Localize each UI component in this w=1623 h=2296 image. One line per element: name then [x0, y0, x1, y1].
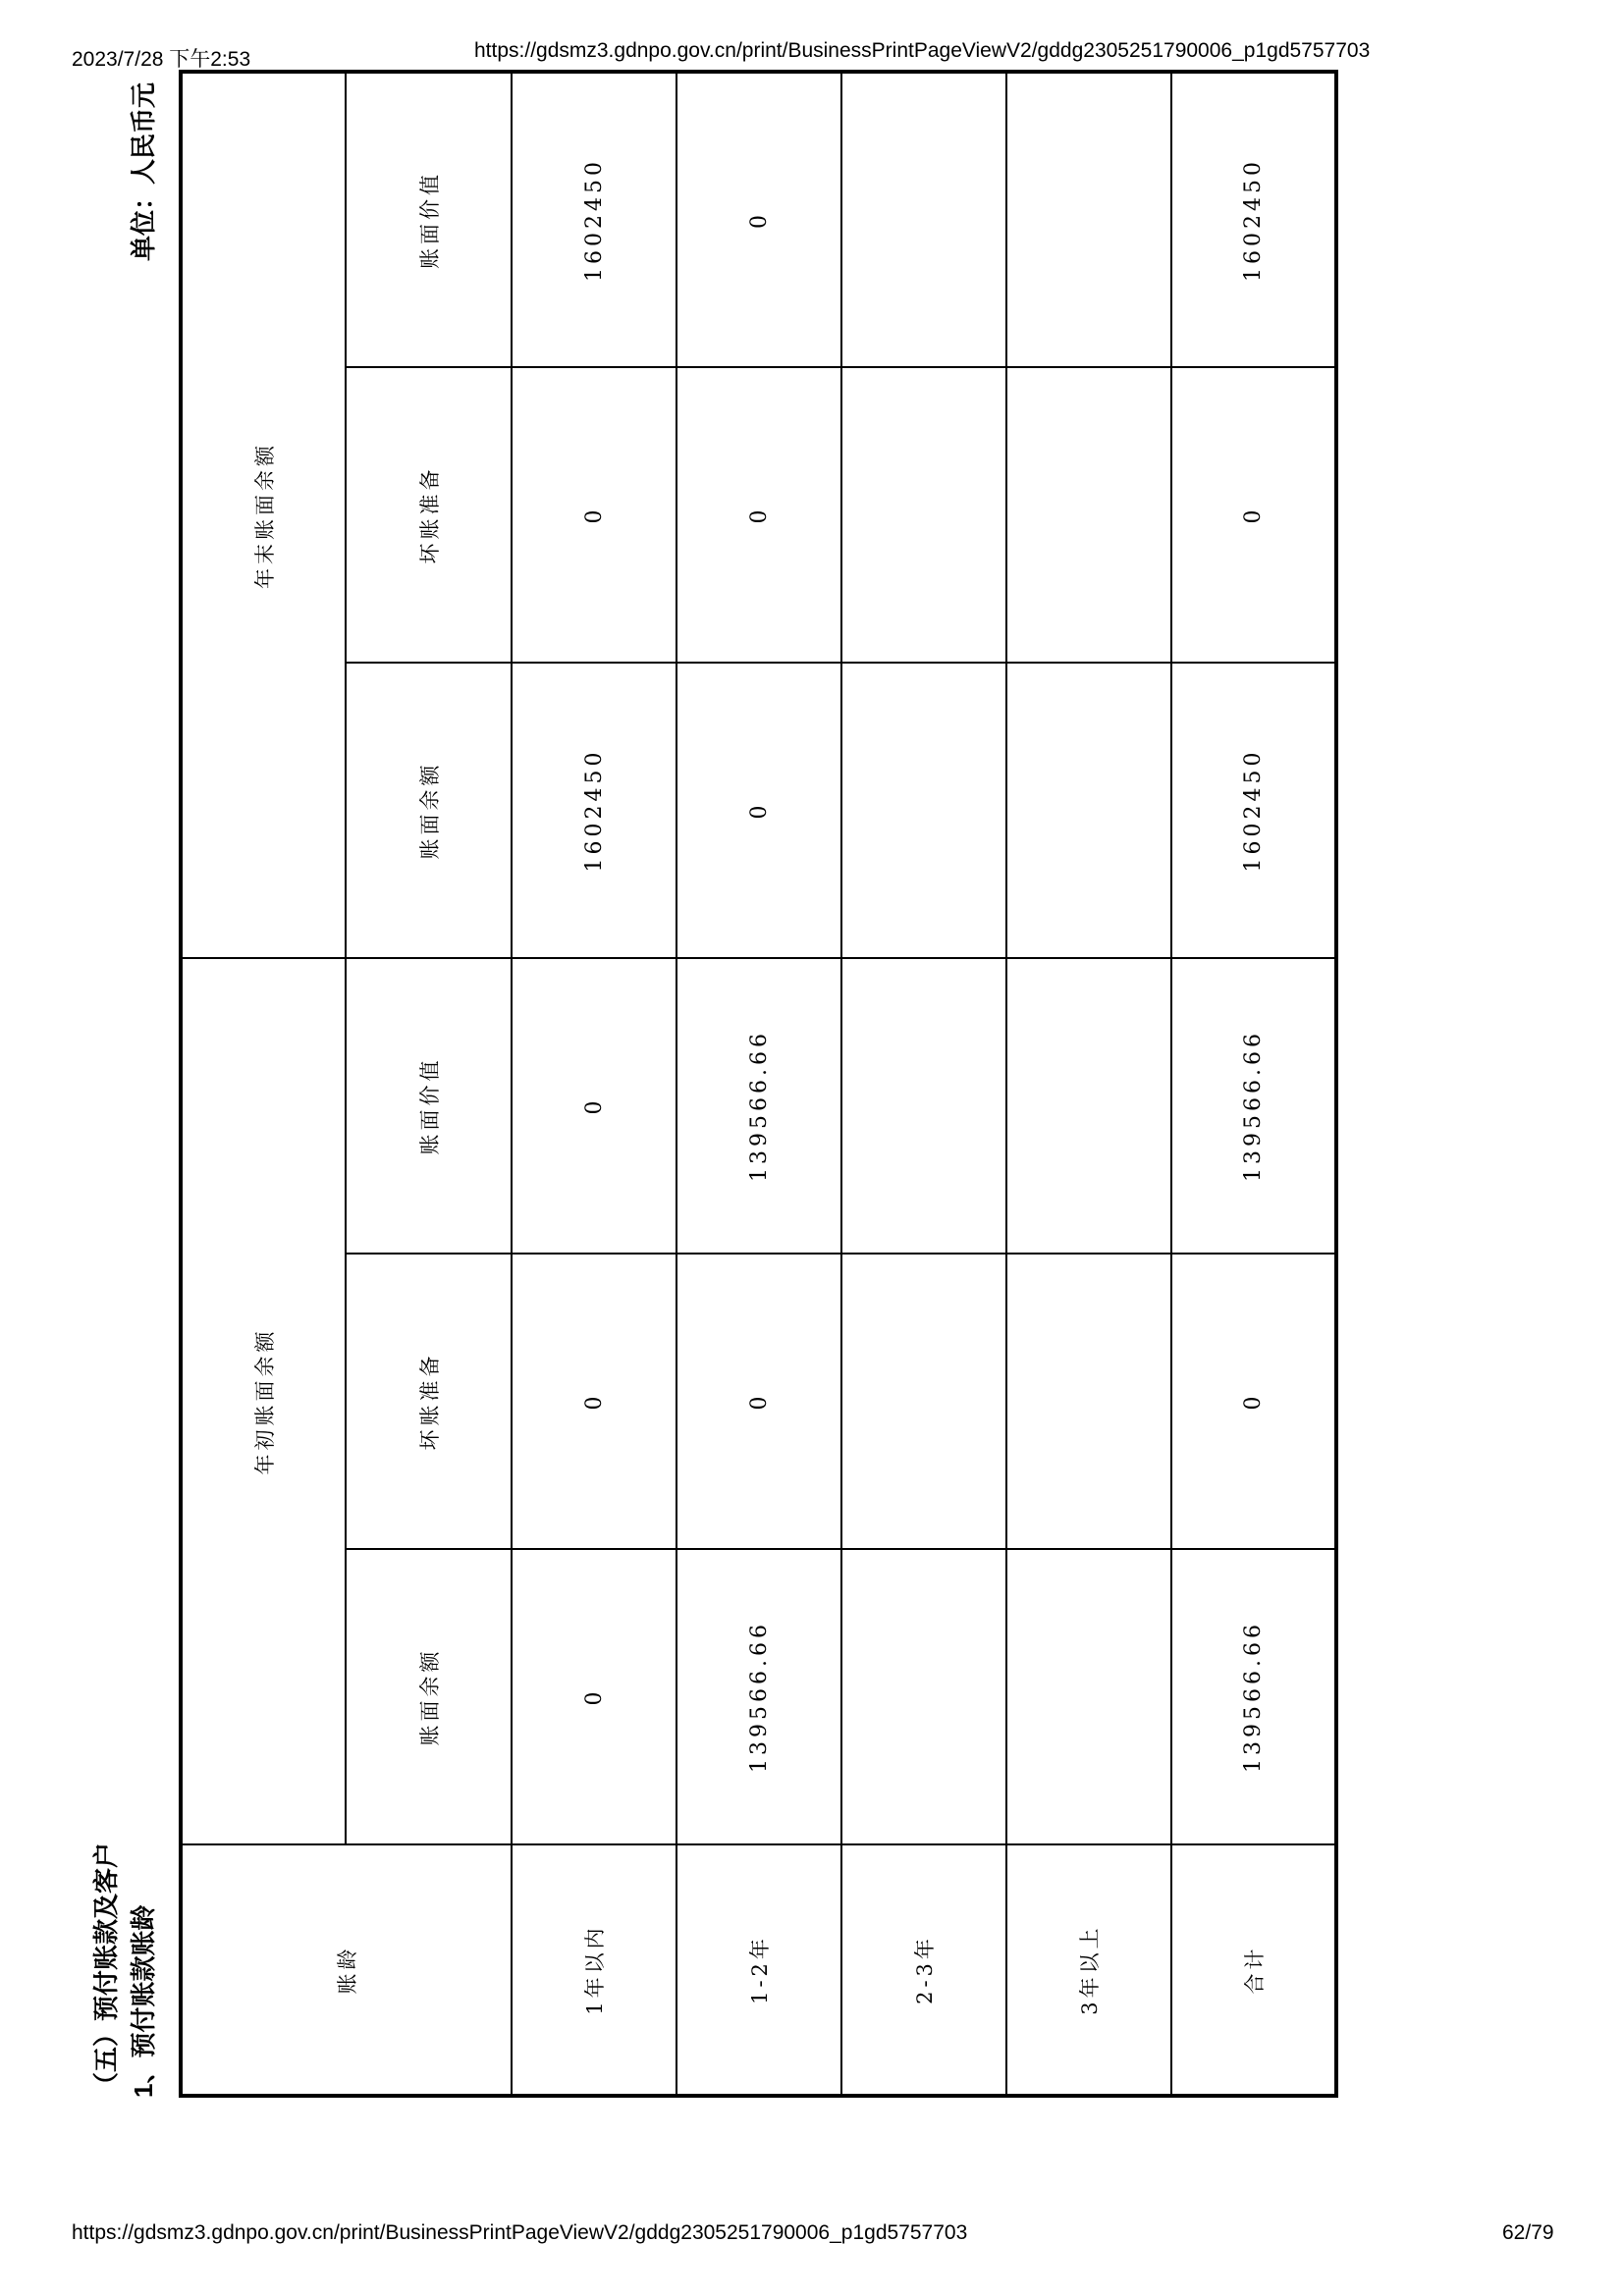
section-title: （五）预付账款及客户 [91, 1842, 121, 2098]
cell-value: 0 [512, 1254, 676, 1549]
cell-value: 0 [676, 1254, 841, 1549]
row-label: 1-2年 [676, 1844, 841, 2096]
table-row [841, 72, 1006, 2096]
unit-label: 单位：人民币元 [129, 82, 158, 262]
header-age: 账龄 [181, 1844, 512, 2096]
cell-value: 1602450 [512, 663, 676, 958]
print-date-time: 2023/7/28 下午2:53 [72, 48, 251, 71]
cell-value [1006, 1549, 1171, 1844]
cell-value: 0 [676, 72, 841, 367]
header-closing-book-value: 账面价值 [346, 72, 512, 367]
cell-value [841, 1549, 1006, 1844]
table-row [1006, 72, 1171, 2096]
header-closing-bad-debt: 坏账准备 [346, 367, 512, 663]
table-row [512, 72, 676, 2096]
header-opening-book-balance: 账面余额 [346, 1549, 512, 1844]
header-opening-bad-debt: 坏账准备 [346, 1254, 512, 1549]
print-footer-url: https://gdsmz3.gdnpo.gov.cn/print/BusinessPrintPageViewV2/gddg2305251790006_p1gd5757703 [72, 2221, 968, 2244]
cell-value [841, 367, 1006, 663]
cell-value: 0 [512, 367, 676, 663]
cell-value [1006, 367, 1171, 663]
cell-value [1006, 1254, 1171, 1549]
cell-value: 0 [1171, 1254, 1336, 1549]
cell-value: 1602450 [1171, 72, 1336, 367]
print-header-url: https://gdsmz3.gdnpo.gov.cn/print/BusinessPrintPageViewV2/gddg2305251790006_p1gd5757703 [474, 39, 1371, 62]
cell-value [1006, 663, 1171, 958]
header-closing-balance: 年末账面余额 [181, 72, 346, 958]
row-label: 合计 [1171, 1844, 1336, 2096]
cell-value: 0 [512, 958, 676, 1254]
cell-value: 1602450 [512, 72, 676, 367]
cell-value [841, 958, 1006, 1254]
cell-value: 139566.66 [676, 1549, 841, 1844]
header-opening-book-value: 账面价值 [346, 958, 512, 1254]
cell-value: 0 [676, 663, 841, 958]
subsection-title: 1、预付账款账龄 [129, 1904, 158, 2098]
cell-value [841, 72, 1006, 367]
rotated-report-sheet [86, 76, 1343, 2098]
cell-value: 0 [1171, 367, 1336, 663]
cell-value: 1602450 [1171, 663, 1336, 958]
page-indicator: 62/79 [1502, 2221, 1554, 2244]
table-row-total [1171, 72, 1336, 2096]
header-closing-book-balance: 账面余额 [346, 663, 512, 958]
cell-value: 0 [676, 367, 841, 663]
cell-value [1006, 958, 1171, 1254]
cell-value [1006, 72, 1171, 367]
header-opening-balance: 年初账面余额 [181, 958, 346, 1844]
cell-value: 139566.66 [1171, 1549, 1336, 1844]
cell-value: 139566.66 [1171, 958, 1336, 1254]
table-row [676, 72, 841, 2096]
prepayment-aging-table [179, 70, 1338, 2098]
cell-value: 0 [512, 1549, 676, 1844]
cell-value: 139566.66 [676, 958, 841, 1254]
cell-value [841, 1254, 1006, 1549]
cell-value [841, 663, 1006, 958]
row-label: 1年以内 [512, 1844, 676, 2096]
row-label: 3年以上 [1006, 1844, 1171, 2096]
row-label: 2-3年 [841, 1844, 1006, 2096]
